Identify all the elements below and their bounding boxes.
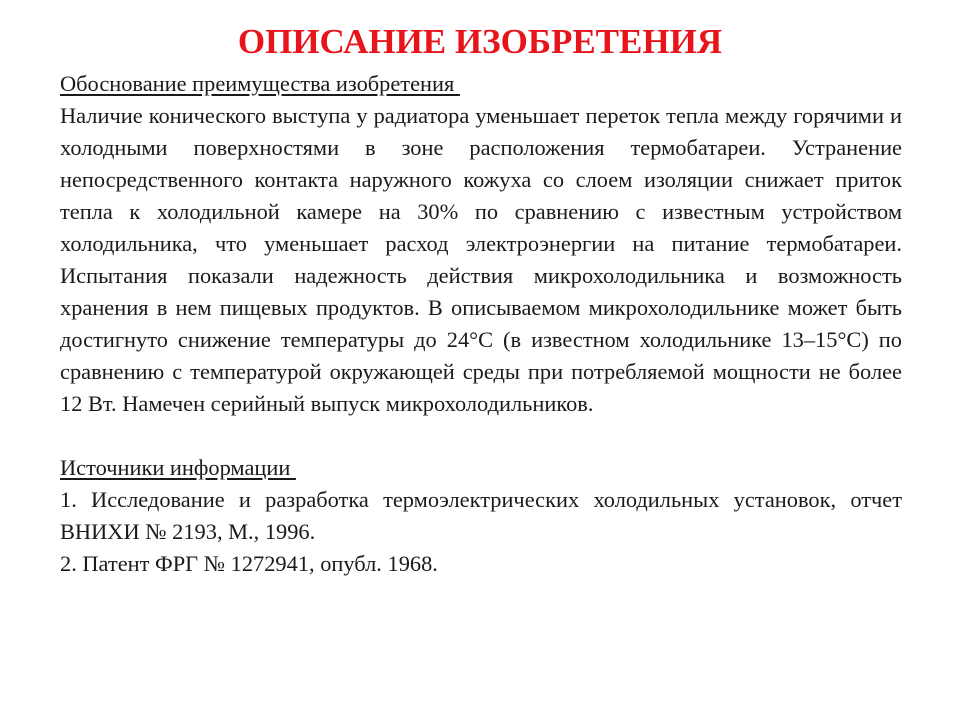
advantages-paragraph: Наличие конического выступа у радиатора уменьшает переток тепла между горячими и холодными поверхностями в зоне расположения термобатареи. Устранение непосредственного контакта наружного кожуха со слоем изоляции снижает приток тепла к холодильной камере на 30% по сравнению с известным устройством холодильника, что уменьшает расход электроэнергии на питание термобатареи. Испытания показали надежность действия микрохолодильника и возможность хранения в нем пищевых продуктов. В описываемом микрохолодильнике может быть достигнуто снижение температуры до 24°С (в известном холодильнике 13–15°С) по сравнению с температурой окружающей среды при потребляемой мощности не более 12 Вт. Намечен серийный выпуск микрохолодильников. — [60, 103, 902, 416]
slide-title: ОПИСАНИЕ ИЗОБРЕТЕНИЯ — [237, 22, 723, 61]
advantages-heading: Обоснование преимущества изобретения — [60, 71, 460, 96]
sources-heading: Источники информации — [60, 455, 296, 480]
slide-content — [60, 68, 902, 580]
source-item-1: 1. Исследование и разработка термоэлектрических холодильных установок, отчет ВНИХИ № 2193, М., 1996. — [60, 487, 902, 544]
source-item-2: 2. Патент ФРГ № 1272941, опубл. 1968. — [60, 551, 438, 576]
section-spacer — [60, 420, 902, 452]
